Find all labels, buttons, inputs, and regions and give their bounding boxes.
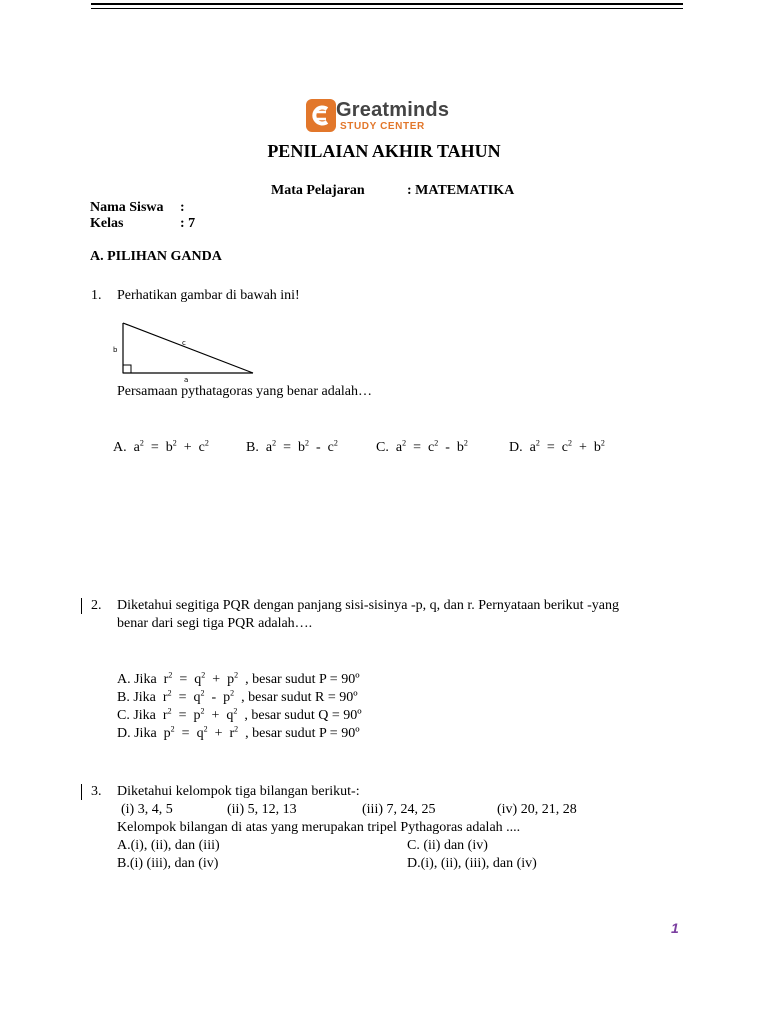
q1-option-d[interactable]: D. $a^2 = c^2 + b^2$ xyxy=(509,438,605,455)
q1-option-b[interactable]: B. $a^2 = b^2 - c^2$ xyxy=(246,438,338,455)
logo-icon xyxy=(306,99,340,135)
q1-text: Perhatikan gambar di bawah ini! xyxy=(117,288,300,303)
subject-label: Mata Pelajaran xyxy=(271,183,365,198)
q3-prompt: Kelompok bilangan di atas yang merupakan tripel Pythagoras adalah .... xyxy=(117,820,521,835)
q2-number: 2. xyxy=(91,598,102,613)
logo-name: Greatminds xyxy=(336,99,450,121)
header-rule-top xyxy=(91,3,683,5)
q1-number: 1. xyxy=(91,288,102,303)
class-label: Kelas xyxy=(90,216,124,231)
side-c-label: c xyxy=(182,339,186,347)
student-name-label: Nama Siswa xyxy=(90,200,164,215)
q1-option-c[interactable]: C. $a^2 = c^2 - b^2$ xyxy=(376,438,468,455)
class-value: : 7 xyxy=(180,216,196,231)
q3-group-iv: (iv) 20, 21, 28 xyxy=(497,802,577,817)
q3-group-ii: (ii) 5, 12, 13 xyxy=(227,802,297,817)
q3-number: 3. xyxy=(91,784,102,799)
side-a-label: a xyxy=(184,376,189,384)
q3-option-b[interactable]: B.(i) (iii), dan (iv) xyxy=(117,856,219,871)
section-heading: A. PILIHAN GANDA xyxy=(90,249,222,264)
change-bar xyxy=(81,784,82,800)
page-number: 1 xyxy=(671,920,679,936)
q3-group-i: (i) 3, 4, 5 xyxy=(121,802,173,817)
q2-option-a[interactable]: A. Jika $r^2 = q^2 + p^2$ , besar sudut P = 90º xyxy=(117,670,360,687)
logo-tagline: STUDY CENTER xyxy=(340,121,425,132)
q3-option-d[interactable]: D.(i), (ii), (iii), dan (iv) xyxy=(407,856,537,871)
change-bar xyxy=(81,598,82,614)
side-b-label: b xyxy=(113,346,118,354)
q3-option-c[interactable]: C. (ii) dan (iv) xyxy=(407,838,488,853)
q1-option-a[interactable]: A. $a^2 = b^2 + c^2$ xyxy=(113,438,209,455)
header-rule-bottom xyxy=(91,8,683,9)
page-title: PENILAIAN AKHIR TAHUN xyxy=(267,141,501,161)
q3-text: Diketahui kelompok tiga bilangan berikut-: xyxy=(117,784,360,799)
q3-group-iii: (iii) 7, 24, 25 xyxy=(362,802,436,817)
student-name-value: : xyxy=(180,200,185,215)
q2-text-line2: benar dari segi tiga PQR adalah…. xyxy=(117,616,313,631)
q2-option-d[interactable]: D. Jika $p^2 = q^2 + r^2$ , besar sudut P = 90º xyxy=(117,724,360,741)
q2-option-b[interactable]: B. Jika $r^2 = q^2 - p^2$ , besar sudut R = 90º xyxy=(117,688,358,705)
q2-text-line1: Diketahui segitiga PQR dengan panjang sisi-sisinya -p, q, dan r. Pernyataan berikut -yang xyxy=(117,598,619,613)
right-triangle-figure xyxy=(110,318,260,384)
subject-value: : MATEMATIKA xyxy=(407,183,515,198)
q3-option-a[interactable]: A.(i), (ii), dan (iii) xyxy=(117,838,220,853)
q2-option-c[interactable]: C. Jika $r^2 = p^2 + q^2$ , besar sudut Q = 90º xyxy=(117,706,362,723)
q1-prompt: Persamaan pythatagoras yang benar adalah… xyxy=(117,384,373,399)
